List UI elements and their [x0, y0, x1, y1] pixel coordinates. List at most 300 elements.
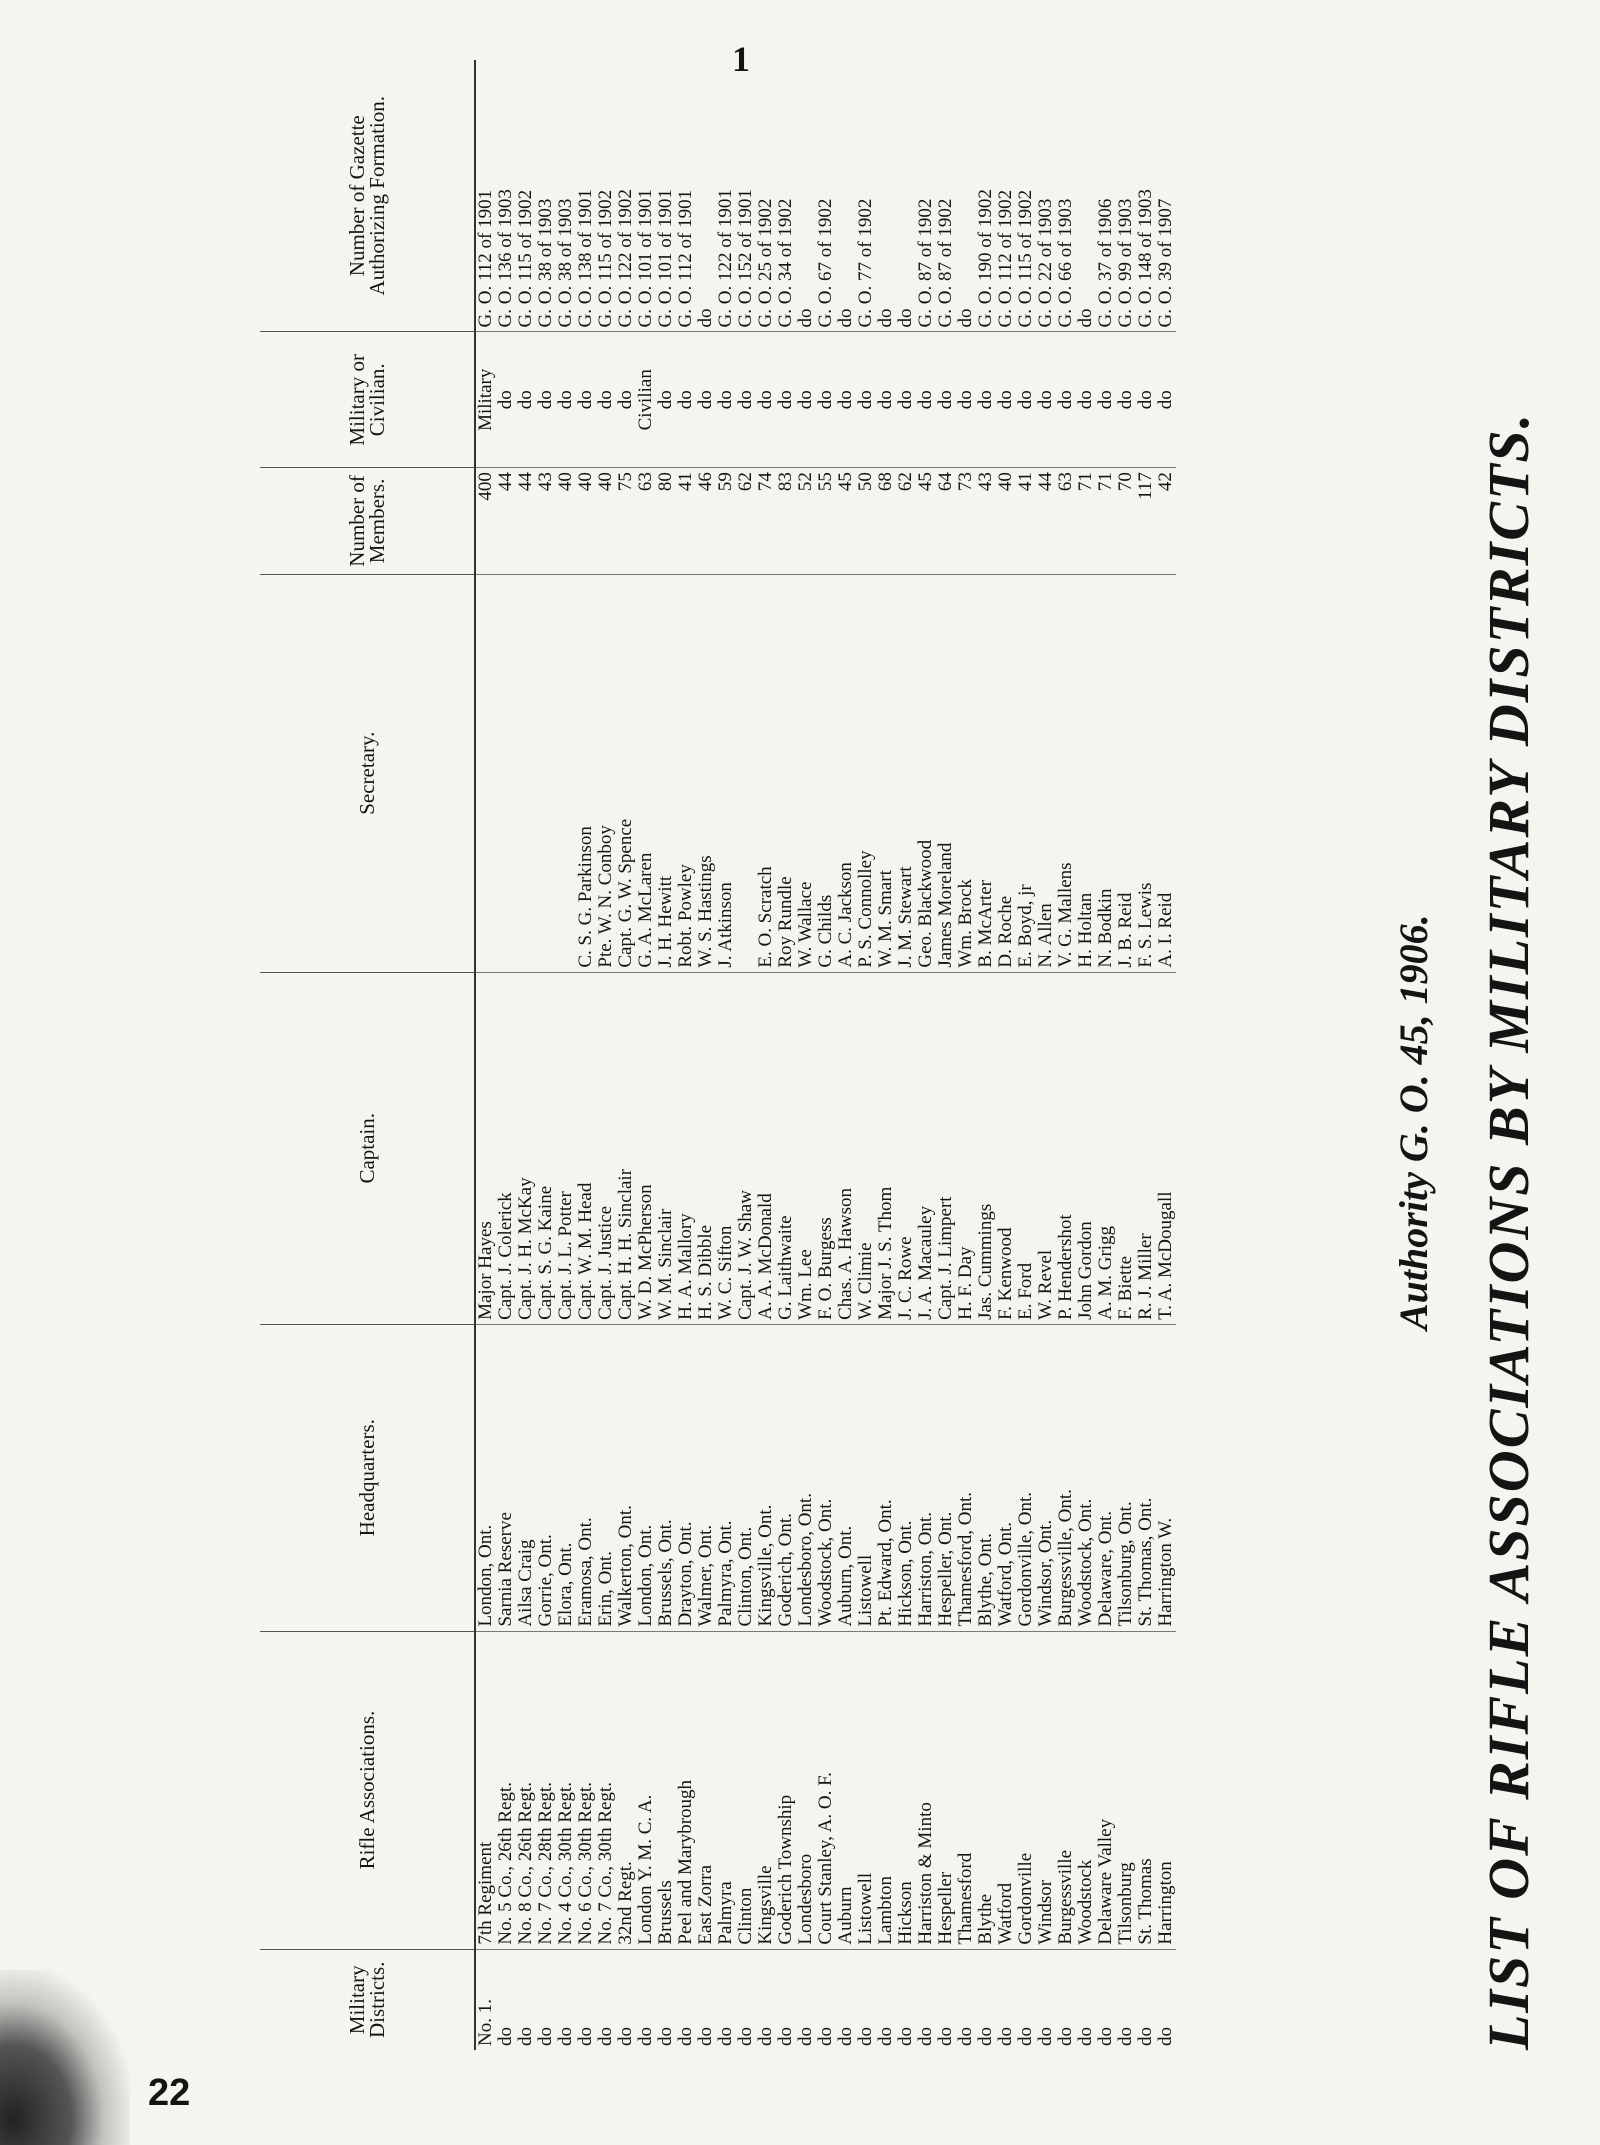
cell-military-civilian: do	[816, 332, 836, 468]
cell-headquarters: Blythe, Ont.	[976, 1324, 996, 1631]
cell-district: do	[515, 2027, 536, 2046]
cell-association: Blythe	[976, 1631, 996, 1949]
cell-captain: John Gordon	[1076, 972, 1096, 1324]
table-row	[475, 60, 496, 2050]
cell-gazette: G. O. 38 of 1903	[556, 60, 576, 332]
cell-gazette: G. O. 66 of 1903	[1056, 60, 1076, 332]
cell-association: No. 8 Co., 26th Regt.	[516, 1631, 536, 1949]
page-number-bottom: 22	[148, 2072, 191, 2114]
cell-members: 44	[516, 468, 536, 575]
cell-captain: W. Revel	[1036, 972, 1056, 1324]
cell-association: Lambton	[876, 1631, 896, 1949]
cell-gazette: G. O. 122 of 1901	[716, 60, 736, 332]
cell-military-civilian: do	[736, 332, 756, 468]
cell-secretary: J. Atkinson	[716, 574, 736, 972]
cell-captain: W. M. Sinclair	[656, 972, 676, 1324]
table-row	[796, 60, 816, 2050]
cell-members: 42	[1156, 468, 1176, 575]
table-row	[996, 60, 1016, 2050]
cell-secretary	[536, 574, 556, 972]
cell-headquarters: Harriston, Ont.	[916, 1324, 936, 1631]
table-row	[496, 60, 516, 2050]
table-row	[1076, 60, 1096, 2050]
cell-headquarters: Gorrie, Ont.	[536, 1324, 556, 1631]
cell-district: do	[815, 2027, 836, 2046]
cell-association: 7th Regiment	[475, 1631, 496, 1949]
cell-military-civilian: do	[496, 332, 516, 468]
cell-members: 68	[876, 468, 896, 575]
cell-association: Palmyra	[716, 1631, 736, 1949]
cell-headquarters: Kingsville, Ont.	[756, 1324, 776, 1631]
cell-military-civilian: do	[796, 332, 816, 468]
cell-military-civilian: do	[896, 332, 916, 468]
cell-gazette: G. O. 115 of 1902	[1016, 60, 1036, 332]
cell-captain: Jas. Cummings	[976, 972, 996, 1324]
table-row	[676, 60, 696, 2050]
header-association: Rifle Associations.	[260, 1631, 475, 1949]
cell-gazette: G. O. 39 of 1907	[1156, 60, 1176, 332]
cell-district: do	[1155, 2027, 1176, 2046]
cell-association: No. 7 Co., 28th Regt.	[536, 1631, 556, 1949]
table-row	[1056, 60, 1076, 2050]
cell-members: 44	[1036, 468, 1056, 575]
cell-association: Auburn	[836, 1631, 856, 1949]
cell-members: 45	[916, 468, 936, 575]
cell-members: 70	[1116, 468, 1136, 575]
cell-secretary: Capt. G. W. Spence	[616, 574, 636, 972]
cell-secretary: N. Bodkin	[1096, 574, 1116, 972]
cell-gazette: G. O. 67 of 1902	[816, 60, 836, 332]
cell-headquarters: Thamesford, Ont.	[956, 1324, 976, 1631]
cell-secretary: E. O. Scratch	[756, 574, 776, 972]
cell-district: do	[1035, 2027, 1056, 2046]
cell-captain: W. D. McPherson	[636, 972, 656, 1324]
cell-captain: Major Hayes	[475, 972, 496, 1324]
cell-association: East Zorra	[696, 1631, 716, 1949]
cell-members: 43	[536, 468, 556, 575]
cell-military-civilian: do	[716, 332, 736, 468]
cell-district: do	[935, 2027, 956, 2046]
header-secretary: Secretary.	[260, 574, 475, 972]
cell-captain: H. F. Day	[956, 972, 976, 1324]
cell-gazette: G. O. 87 of 1902	[936, 60, 956, 332]
cell-gazette: G. O. 37 of 1906	[1096, 60, 1116, 332]
cell-district: do	[575, 2027, 596, 2046]
cell-captain: Major J. S. Thom	[876, 972, 896, 1324]
cell-association: Kingsville	[756, 1631, 776, 1949]
table-row	[616, 60, 636, 2050]
cell-gazette: G. O. 138 of 1901	[576, 60, 596, 332]
cell-gazette: G. O. 38 of 1903	[536, 60, 556, 332]
header-gazette: Number of Gazette Authorizing Formation.	[260, 60, 475, 332]
cell-headquarters: Windsor, Ont.	[1036, 1324, 1056, 1631]
cell-headquarters: Hickson, Ont.	[896, 1324, 916, 1631]
cell-secretary: Robt. Powley	[676, 574, 696, 972]
cell-members: 40	[576, 468, 596, 575]
cell-military-civilian: do	[1016, 332, 1036, 468]
cell-gazette: do	[836, 60, 856, 332]
table-row	[1096, 60, 1116, 2050]
cell-headquarters: Sarnia Reserve	[496, 1324, 516, 1631]
cell-gazette: G. O. 34 of 1902	[776, 60, 796, 332]
cell-gazette: G. O. 25 of 1902	[756, 60, 776, 332]
table-row	[916, 60, 936, 2050]
header-captain: Captain.	[260, 972, 475, 1324]
table-row	[1036, 60, 1056, 2050]
cell-gazette: G. O. 87 of 1902	[916, 60, 936, 332]
cell-district: do	[535, 2027, 556, 2046]
cell-association: No. 4 Co., 30th Regt.	[556, 1631, 576, 1949]
cell-headquarters: Tilsonburg, Ont.	[1116, 1324, 1136, 1631]
cell-members: 62	[736, 468, 756, 575]
cell-captain: R. J. Miller	[1136, 972, 1156, 1324]
cell-members: 46	[696, 468, 716, 575]
cell-members: 74	[756, 468, 776, 575]
cell-association: Goderich Township	[776, 1631, 796, 1949]
cell-association: St. Thomas	[1136, 1631, 1156, 1949]
cell-captain: P. Hendershot	[1056, 972, 1076, 1324]
cell-association: Delaware Valley	[1096, 1631, 1116, 1949]
cell-association: No. 7 Co., 30th Regt.	[596, 1631, 616, 1949]
cell-members: 71	[1076, 468, 1096, 575]
cell-captain: Capt. J. Colerick	[496, 972, 516, 1324]
cell-headquarters: Walmer, Ont.	[696, 1324, 716, 1631]
cell-military-civilian: do	[616, 332, 636, 468]
cell-association: Watford	[996, 1631, 1016, 1949]
table-row	[1136, 60, 1156, 2050]
cell-gazette: do	[696, 60, 716, 332]
cell-headquarters: Erin, Ont.	[596, 1324, 616, 1631]
table-row	[856, 60, 876, 2050]
cell-headquarters: Woodstock, Ont.	[816, 1324, 836, 1631]
cell-members: 63	[636, 468, 656, 575]
cell-association: Clinton	[736, 1631, 756, 1949]
cell-secretary: G. Childs	[816, 574, 836, 972]
cell-district: do	[1115, 2027, 1136, 2046]
table-row	[596, 60, 616, 2050]
cell-district: do	[795, 2027, 816, 2046]
cell-members: 59	[716, 468, 736, 575]
cell-secretary: J. B. Reid	[1116, 574, 1136, 972]
cell-gazette: G. O. 77 of 1902	[856, 60, 876, 332]
cell-secretary: B. McArter	[976, 574, 996, 972]
cell-secretary: W. M. Smart	[876, 574, 896, 972]
cell-military-civilian: do	[656, 332, 676, 468]
cell-secretary: G. A. McLaren	[636, 574, 656, 972]
cell-military-civilian: do	[936, 332, 956, 468]
associations-table	[260, 60, 1176, 2050]
cell-district: do	[1095, 2027, 1116, 2046]
cell-captain: Capt. J. Justice	[596, 972, 616, 1324]
cell-military-civilian: do	[956, 332, 976, 468]
cell-members: 55	[816, 468, 836, 575]
cell-gazette: G. O. 101 of 1901	[656, 60, 676, 332]
cell-captain: F. O. Burgess	[816, 972, 836, 1324]
cell-gazette: G. O. 112 of 1901	[676, 60, 696, 332]
cell-association: Londesboro	[796, 1631, 816, 1949]
cell-military-civilian: do	[596, 332, 616, 468]
cell-association: 32nd Regt.	[616, 1631, 636, 1949]
table-row	[876, 60, 896, 2050]
cell-gazette: do	[876, 60, 896, 332]
cell-secretary: James Moreland	[936, 574, 956, 972]
cell-district: do	[735, 2027, 756, 2046]
cell-district: do	[955, 2027, 976, 2046]
cell-gazette: G. O. 152 of 1901	[736, 60, 756, 332]
cell-military-civilian: do	[976, 332, 996, 468]
cell-secretary	[736, 574, 756, 972]
cell-captain: A. M. Grigg	[1096, 972, 1116, 1324]
cell-secretary: W. Wallace	[796, 574, 816, 972]
cell-captain: W. C. Sifton	[716, 972, 736, 1324]
cell-captain: H. A. Mallory	[676, 972, 696, 1324]
cell-gazette: G. O. 115 of 1902	[516, 60, 536, 332]
page-number-top: 1	[732, 39, 750, 79]
cell-secretary: F. S. Lewis	[1136, 574, 1156, 972]
cell-secretary: J. M. Stewart	[896, 574, 916, 972]
table-header-row	[260, 60, 475, 2050]
cell-district: do	[915, 2027, 936, 2046]
cell-headquarters: St. Thomas, Ont.	[1136, 1324, 1156, 1631]
cell-association: Hickson	[896, 1631, 916, 1949]
header-members: Number of Members.	[260, 468, 475, 575]
cell-military-civilian: do	[836, 332, 856, 468]
cell-district: do	[975, 2027, 996, 2046]
cell-captain: Capt. J. H. McKay	[516, 972, 536, 1324]
cell-district: do	[675, 2027, 696, 2046]
cell-district: do	[1135, 2027, 1156, 2046]
cell-district: do	[995, 2027, 1016, 2046]
cell-captain: W. Climie	[856, 972, 876, 1324]
cell-secretary: A. C. Jackson	[836, 574, 856, 972]
table-row	[1016, 60, 1036, 2050]
cell-district: do	[695, 2027, 716, 2046]
cell-captain: J. A. Macauley	[916, 972, 936, 1324]
cell-members: 73	[956, 468, 976, 575]
cell-association: No. 5 Co., 26th Regt.	[496, 1631, 516, 1949]
cell-gazette: G. O. 112 of 1902	[996, 60, 1016, 332]
table-row	[976, 60, 996, 2050]
cell-members: 63	[1056, 468, 1076, 575]
cell-headquarters: Hespeller, Ont.	[936, 1324, 956, 1631]
cell-captain: Capt. W. M. Head	[576, 972, 596, 1324]
rotated-page	[240, 70, 1600, 2070]
cell-gazette: do	[896, 60, 916, 332]
cell-headquarters: Clinton, Ont.	[736, 1324, 756, 1631]
cell-members: 80	[656, 468, 676, 575]
cell-district: do	[1015, 2027, 1036, 2046]
cell-captain: Capt. H. H. Sinclair	[616, 972, 636, 1324]
cell-district: do	[635, 2027, 656, 2046]
cell-secretary: D. Roche	[996, 574, 1016, 972]
cell-gazette: G. O. 101 of 1901	[636, 60, 656, 332]
cell-association: Harriston & Minto	[916, 1631, 936, 1949]
table-row	[756, 60, 776, 2050]
cell-captain: J. C. Rowe	[896, 972, 916, 1324]
cell-military-civilian: do	[1136, 332, 1156, 468]
cell-captain: Wm. Lee	[796, 972, 816, 1324]
table-row	[516, 60, 536, 2050]
cell-secretary: P. S. Connolley	[856, 574, 876, 972]
cell-military-civilian: do	[776, 332, 796, 468]
cell-gazette: G. O. 99 of 1903	[1116, 60, 1136, 332]
cell-secretary: C. S. G. Parkinson	[576, 574, 596, 972]
cell-secretary: Geo. Blackwood	[916, 574, 936, 972]
cell-association: Court Stanley, A. O. F.	[816, 1631, 836, 1949]
cell-members: 71	[1096, 468, 1116, 575]
cell-secretary: Pte. W. N. Conboy	[596, 574, 616, 972]
cell-military-civilian: do	[516, 332, 536, 468]
cell-headquarters: London, Ont.	[475, 1324, 496, 1631]
cell-gazette: G. O. 112 of 1901	[475, 60, 496, 332]
table-row	[716, 60, 736, 2050]
table-row	[536, 60, 556, 2050]
cell-secretary: E. Boyd, jr	[1016, 574, 1036, 972]
cell-captain: F. Biette	[1116, 972, 1136, 1324]
cell-military-civilian: do	[1056, 332, 1076, 468]
cell-members: 40	[556, 468, 576, 575]
cell-district: do	[895, 2027, 916, 2046]
cell-district: No. 1.	[475, 1999, 496, 2046]
cell-association: Thamesford	[956, 1631, 976, 1949]
cell-headquarters: Palmyra, Ont.	[716, 1324, 736, 1631]
cell-captain: Capt. S. G. Kaine	[536, 972, 556, 1324]
cell-headquarters: Eramosa, Ont.	[576, 1324, 596, 1631]
cell-association: Tilsonburg	[1116, 1631, 1136, 1949]
cell-association: Gordonville	[1016, 1631, 1036, 1949]
cell-members: 41	[676, 468, 696, 575]
cell-military-civilian: do	[996, 332, 1016, 468]
cell-headquarters: Drayton, Ont.	[676, 1324, 696, 1631]
header-headquarters: Headquarters.	[260, 1324, 475, 1631]
cell-military-civilian: do	[876, 332, 896, 468]
cell-gazette: G. O. 22 of 1903	[1036, 60, 1056, 332]
cell-district: do	[1075, 2027, 1096, 2046]
cell-military-civilian: do	[696, 332, 716, 468]
cell-military-civilian: do	[756, 332, 776, 468]
cell-captain: Capt. J. L. Potter	[556, 972, 576, 1324]
cell-captain: H. S. Dibble	[696, 972, 716, 1324]
cell-secretary: N. Allen	[1036, 574, 1056, 972]
cell-secretary: H. Holtan	[1076, 574, 1096, 972]
cell-district: do	[595, 2027, 616, 2046]
cell-gazette: do	[1076, 60, 1096, 332]
table-body	[475, 60, 1176, 2050]
cell-headquarters: Ailsa Craig	[516, 1324, 536, 1631]
table-row	[1116, 60, 1136, 2050]
cell-military-civilian: do	[1096, 332, 1116, 468]
cell-military-civilian: Civilian	[636, 332, 656, 468]
cell-association: Hespeller	[936, 1631, 956, 1949]
cell-captain: E. Ford	[1016, 972, 1036, 1324]
cell-district: do	[615, 2027, 636, 2046]
cell-members: 52	[796, 468, 816, 575]
cell-district: do	[495, 2027, 516, 2046]
cell-association: Burgessville	[1056, 1631, 1076, 1949]
cell-members: 117	[1136, 468, 1156, 575]
cell-secretary: Wm. Brock	[956, 574, 976, 972]
cell-secretary	[496, 574, 516, 972]
table-row	[696, 60, 716, 2050]
cell-military-civilian: do	[1076, 332, 1096, 468]
cell-secretary	[516, 574, 536, 972]
cell-secretary	[475, 574, 496, 972]
cell-military-civilian: do	[916, 332, 936, 468]
table-row	[956, 60, 976, 2050]
table-row	[1156, 60, 1176, 2050]
table-row	[936, 60, 956, 2050]
cell-gazette: G. O. 190 of 1902	[976, 60, 996, 332]
page-subtitle: Authority G. O. 45, 1906.	[1391, 914, 1436, 1330]
cell-captain: G. Laithwaite	[776, 972, 796, 1324]
cell-captain: Chas. A. Hawson	[836, 972, 856, 1324]
cell-district: do	[775, 2027, 796, 2046]
cell-district: do	[655, 2027, 676, 2046]
header-military-civilian: Military or Civilian.	[260, 332, 475, 468]
cell-secretary	[556, 574, 576, 972]
cell-association: London Y. M. C. A.	[636, 1631, 656, 1949]
cell-association: Harrington	[1156, 1631, 1176, 1949]
cell-military-civilian: do	[576, 332, 596, 468]
cell-members: 41	[1016, 468, 1036, 575]
cell-gazette: G. O. 122 of 1902	[616, 60, 636, 332]
cell-district: do	[875, 2027, 896, 2046]
cell-gazette: do	[796, 60, 816, 332]
cell-gazette: G. O. 148 of 1903	[1136, 60, 1156, 332]
cell-secretary: A. I. Reid	[1156, 574, 1176, 972]
table-row	[816, 60, 836, 2050]
cell-secretary: V. G. Mallens	[1056, 574, 1076, 972]
cell-captain: A. A. McDonald	[756, 972, 776, 1324]
cell-secretary: Roy Rundle	[776, 574, 796, 972]
cell-district: do	[855, 2027, 876, 2046]
cell-captain: Capt. J. W. Shaw	[736, 972, 756, 1324]
cell-members: 40	[596, 468, 616, 575]
cell-gazette: do	[956, 60, 976, 332]
cell-captain: T. A. McDougall	[1156, 972, 1176, 1324]
cell-association: Woodstock	[1076, 1631, 1096, 1949]
cell-members: 43	[976, 468, 996, 575]
cell-headquarters: Gordonville, Ont.	[1016, 1324, 1036, 1631]
cell-members: 45	[836, 468, 856, 575]
rotated-page-inner	[240, 70, 1600, 2070]
cell-headquarters: Walkerton, Ont.	[616, 1324, 636, 1631]
cell-military-civilian: do	[1116, 332, 1136, 468]
cell-military-civilian: do	[676, 332, 696, 468]
cell-association: Brussels	[656, 1631, 676, 1949]
cell-gazette: G. O. 115 of 1902	[596, 60, 616, 332]
cell-members: 83	[776, 468, 796, 575]
cell-military-civilian: do	[556, 332, 576, 468]
table-row	[776, 60, 796, 2050]
cell-military-civilian: do	[1036, 332, 1056, 468]
cell-association: Listowell	[856, 1631, 876, 1949]
cell-headquarters: Elora, Ont.	[556, 1324, 576, 1631]
cell-members: 400	[475, 468, 496, 575]
cell-district: do	[835, 2027, 856, 2046]
cell-district: do	[555, 2027, 576, 2046]
cell-association: Windsor	[1036, 1631, 1056, 1949]
table-row	[656, 60, 676, 2050]
table-row	[636, 60, 656, 2050]
cell-district: do	[1055, 2027, 1076, 2046]
cell-headquarters: Goderich, Ont.	[776, 1324, 796, 1631]
table-row	[736, 60, 756, 2050]
cell-members: 62	[896, 468, 916, 575]
page-title: LIST OF RIFLE ASSOCIATIONS BY MILITARY DISTRICTS.	[1476, 411, 1541, 2050]
cell-military-civilian: Military	[475, 332, 496, 468]
table-row	[836, 60, 856, 2050]
